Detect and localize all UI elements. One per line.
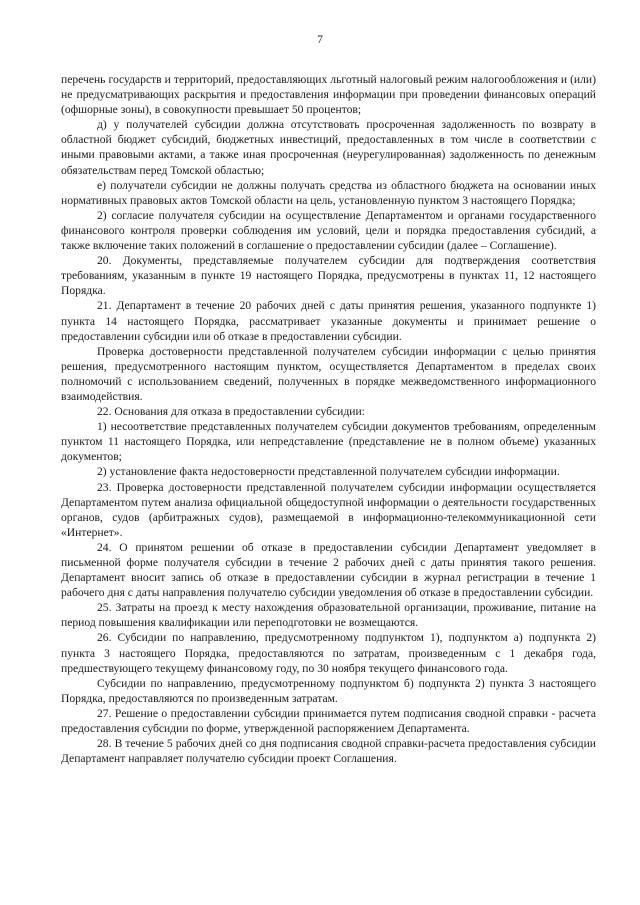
paragraph-clause-21: 21. Департамент в течение 20 рабочих дней с даты принятия решения, указанного подпункте 1) пункта 14 настоящего Порядка, рассматривает указанные документы и принимает решение о предоставлении субсидии или об отказе в предоставлении субсидии. — [61, 299, 596, 343]
paragraph-refusal-1: 1) несоответствие представленных получателем субсидии документов требованиям, определенным пунктом 11 настоящего Порядка, или непредставление (представление не в полном объеме) указанных документов; — [61, 420, 596, 464]
paragraph-subitem-e: е) получатели субсидии не должны получать средства из областного бюджета на основании иных нормативных правовых актов Томской области на цель, установленную пунктом 3 настоящего Порядка; — [61, 178, 596, 207]
paragraph-clause-27: 27. Решение о предоставлении субсидии принимается путем подписания сводной справки - расчета предоставления субсидии по форме, утвержденной распоряжением Департамента. — [61, 706, 596, 736]
document-body — [61, 72, 596, 766]
page-number: 7 — [317, 34, 323, 46]
paragraph-subitem-d: д) у получателей субсидии должна отсутствовать просроченная задолженность по возврату в областной бюджет субсидий, бюджетных инвестиций, предоставленных в том числе в соответствии с иными правовыми актами, а также иная просроченная (неурегулированная) задолженность по денежным обязательствам перед Томской областью; — [61, 118, 596, 177]
paragraph-verification: Проверка достоверности представленной получателем субсидии информации с целью принятия решения, предусмотренного настоящим пунктом, осуществляется Департаментом в пределах своих полномочий с использованием сведений, полученных в порядке межведомственного информационного взаимодействия. — [61, 344, 596, 403]
paragraph-clause-24: 24. О принятом решении об отказе в предоставлении субсидии Департамент уведомляет в письменной форме получателя субсидии в течение 2 рабочих дней с даты принятия такого решения. Департамент вносит запись об отказе в предоставлении субсидии в журнал регистрации в течение 1 рабочего дня с даты направления получателю субсидии уведомления об отказе в предоставлении субсидии. — [61, 540, 596, 600]
paragraph-clause-20: 20. Документы, представляемые получателем субсидии для подтверждения соответствия требованиям, указанным в пункте 19 настоящего Порядка, предусмотрены в пунктах 11, 12 настоящего Порядка. — [61, 254, 596, 298]
paragraph-continuation: перечень государств и территорий, предоставляющих льготный налоговый режим налогообложения и (или) не предусматривающих раскрытия и предоставления информации при проведении финансовых операций (офшорные зоны), в совокупности превышает 50 процентов; — [61, 73, 596, 117]
paragraph-clause-26: 26. Субсидии по направлению, предусмотренному подпунктом 1), подпунктом а) подпункта 2) пункта 3 настоящего Порядка, предоставляются по затратам, произведенным с 1 декабря года, предшествующего текущему финансовому году, по 30 ноября текущего финансового года. — [61, 631, 596, 675]
paragraph-subsidy-direction-b: Субсидии по направлению, предусмотренному подпунктом б) подпункта 2) пункта 3 настоящего Порядка, предоставляются по произведенным затратам. — [61, 676, 596, 705]
paragraph-clause-23: 23. Проверка достоверности представленной получателем субсидии информации осуществляется Департаментом путем анализа официальной общедоступной информации о деятельности государственных органов, судов (арбитражных судов), размещаемой в информационно-телекоммуникационной сети «Интернет». — [61, 480, 596, 539]
paragraph-clause-28: 28. В течение 5 рабочих дней со дня подписания сводной справки-расчета предоставления субсидии Департамент направляет получателю субсидии проект Соглашения. — [61, 737, 596, 766]
paragraph-item-2-consent: 2) согласие получателя субсидии на осуществление Департаментом и органами государственного финансового контроля проверки соблюдения им условий, цели и порядка предоставления субсидий, а также включение таких положений в соглашение о предоставлении субсидии (далее – Соглашение). — [61, 208, 596, 253]
paragraph-clause-25: 25. Затраты на проезд к месту нахождения образовательной организации, проживание, питание на период повышения квалификации или переподготовки не возмещаются. — [61, 601, 596, 630]
paragraph-refusal-2: 2) установление факта недостоверности представленной получателем субсидии информации. — [97, 465, 560, 479]
paragraph-clause-22: 22. Основания для отказа в предоставлении субсидии: — [97, 405, 365, 419]
